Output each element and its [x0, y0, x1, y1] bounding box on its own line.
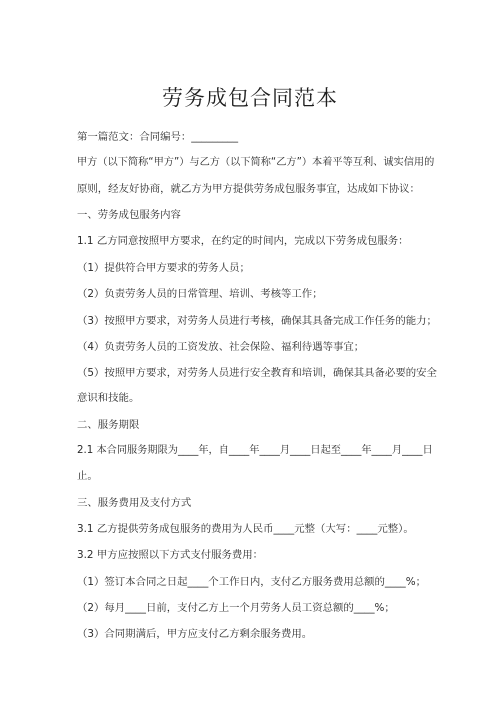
clause-2-1-cont: 止。: [77, 470, 98, 482]
clause-item-5-cont: 意识和技能。: [77, 392, 140, 404]
section-heading-2: 二、服务期限: [77, 419, 140, 431]
payment-item-3: （3）合同期满后，甲方应支付乙方剩余服务费用。: [77, 628, 313, 640]
preamble-line-2: 原则，经友好协商，就乙方为甲方提供劳务成包服务事宜，达成如下协议：: [77, 183, 420, 195]
clause-item-5: （5）按照甲方要求，对劳务人员进行安全教育和培训，确保其具备必要的安全: [77, 367, 437, 379]
section-heading-3: 三、服务费用及支付方式: [77, 497, 192, 509]
clause-1-1: 1.1 乙方同意按照甲方要求，在约定的时间内，完成以下劳务成包服务：: [77, 235, 409, 247]
clause-item-1: （1）提供符合甲方要求的劳务人员；: [77, 262, 250, 274]
section-heading-1: 一、劳务成包服务内容: [77, 209, 181, 221]
clause-item-3: （3）按照甲方要求，对劳务人员进行考核，确保其具备完成工作任务的能力；: [77, 315, 437, 327]
clause-item-2: （2）负责劳务人员的日常管理、培训、考核等工作；: [77, 288, 323, 300]
document-title: 劳务成包合同范本: [162, 86, 338, 110]
clause-item-4: （4）负责劳务人员的工资发放、社会保险、福利待遇等事宜；: [77, 341, 365, 353]
payment-item-2: （2）每月____日前，支付乙方上一个月劳务人员工资总额的____%；: [77, 602, 395, 614]
clause-2-1: 2.1 本合同服务期限为____年，自____年____月____日起至____年____月____日: [77, 445, 433, 456]
clause-3-2: 3.2 甲方应按照以下方式支付服务费用：: [77, 549, 264, 561]
payment-item-1: （1）签订本合同之日起____个工作日内，支付乙方服务费用总额的____%；: [77, 576, 426, 588]
clause-3-1: 3.1 乙方提供劳务成包服务的费用为人民币____元整（大写：____元整）。: [77, 523, 414, 535]
contract-number-line: 第一篇范文：合同编号：_________: [77, 131, 239, 143]
preamble-line-1: 甲方（以下简称“甲方”）与乙方（以下简称“乙方”）本着平等互利、诚实信用的: [77, 157, 435, 168]
